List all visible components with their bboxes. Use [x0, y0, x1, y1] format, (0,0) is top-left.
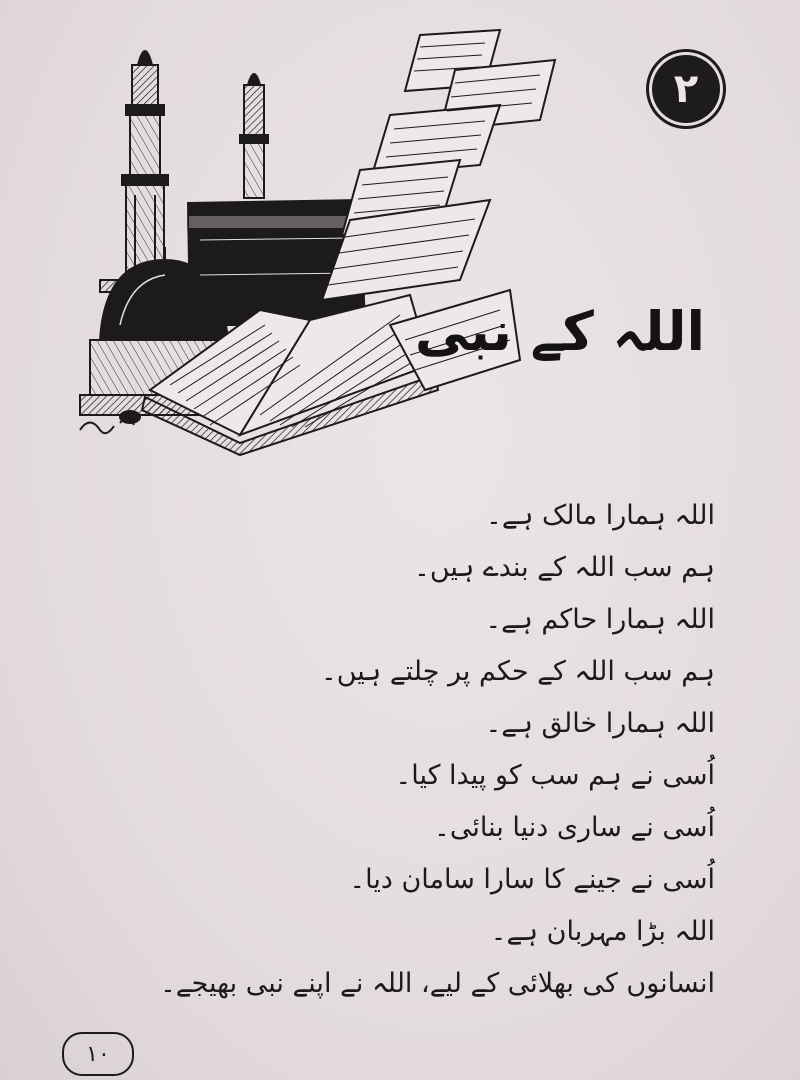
- lesson-text: [155, 490, 715, 1010]
- text-line: اُسی نے جینے کا سارا سامان دیا۔: [349, 864, 715, 895]
- text-line: اللہ ہمارا مالک ہے۔: [486, 500, 715, 531]
- text-line: ہم سب اللہ کے بندے ہیں۔: [414, 552, 715, 583]
- text-line: اُسی نے ہم سب کو پیدا کیا۔: [395, 760, 715, 791]
- page-number-badge: [62, 1032, 134, 1076]
- text-line: اُسی نے ساری دنیا بنائی۔: [434, 812, 715, 843]
- mosque-book-illustration: [60, 25, 620, 465]
- lesson-title: اللہ کے نبی: [414, 300, 705, 363]
- text-line: اللہ ہمارا حاکم ہے۔: [485, 604, 715, 635]
- minaret-icon: [100, 51, 168, 292]
- text-line: انسانوں کی بھلائی کے لیے، اللہ نے اپنے نبی بھیجے۔: [159, 968, 715, 999]
- minaret-icon: [240, 74, 268, 198]
- chapter-number: ۲: [673, 66, 699, 112]
- flying-pages-icon: [322, 30, 555, 300]
- text-line: ہم سب اللہ کے حکم پر چلتے ہیں۔: [320, 656, 715, 687]
- chapter-badge: [652, 55, 720, 123]
- text-line: اللہ ہمارا خالق ہے۔: [485, 708, 715, 739]
- page-number: ۱۰: [86, 1041, 110, 1067]
- text-line: اللہ بڑا مہربان ہے۔: [490, 916, 715, 947]
